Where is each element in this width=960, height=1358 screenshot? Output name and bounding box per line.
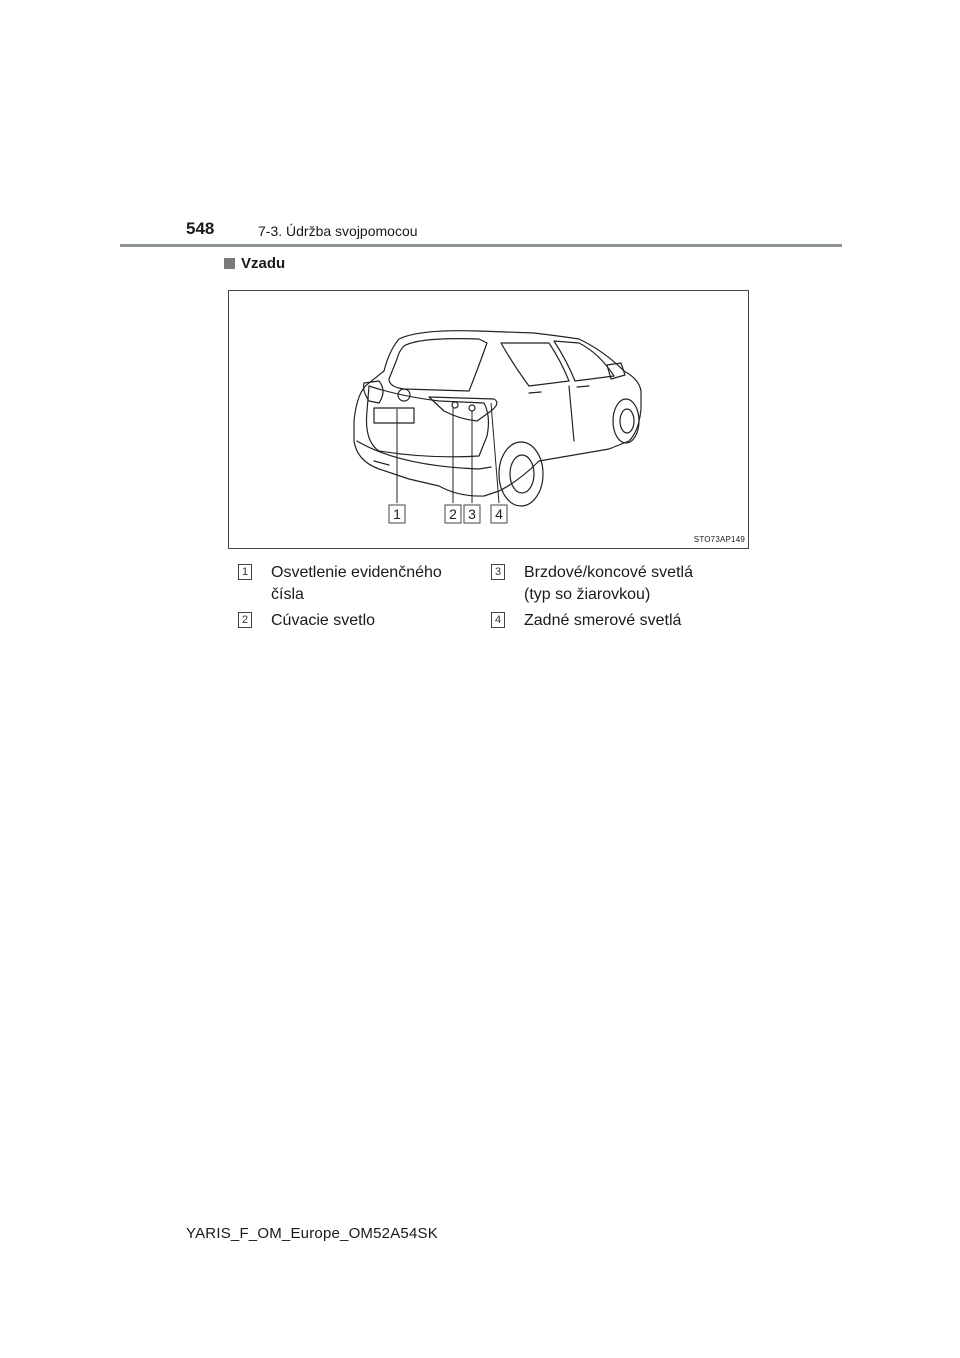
footer-document-id: YARIS_F_OM_Europe_OM52A54SK bbox=[186, 1225, 438, 1242]
callout-1: 1 bbox=[393, 506, 401, 522]
tailgate bbox=[367, 386, 489, 457]
legend-number: 3 bbox=[491, 564, 505, 580]
header-rule bbox=[120, 244, 842, 247]
license-plate-area bbox=[374, 408, 414, 423]
side-window-front bbox=[554, 341, 614, 381]
callout-2: 2 bbox=[449, 506, 457, 522]
mirror bbox=[607, 363, 625, 379]
rear-window bbox=[389, 339, 487, 391]
subheading-text: Vzadu bbox=[241, 255, 286, 272]
car-rear-figure bbox=[228, 290, 749, 549]
callout-4: 4 bbox=[495, 506, 503, 522]
legend-text: Zadné smerové svetlá bbox=[524, 612, 682, 629]
page-number: 548 bbox=[186, 219, 215, 238]
lamp-bulb-2 bbox=[452, 402, 458, 408]
square-bullet-icon bbox=[224, 258, 235, 269]
subheading bbox=[224, 255, 285, 272]
figure-code: STO73AP149 bbox=[693, 535, 745, 544]
callout-3: 3 bbox=[468, 506, 476, 522]
leader-line-4 bbox=[491, 403, 499, 503]
front-wheel bbox=[613, 399, 639, 443]
legend-number: 1 bbox=[238, 564, 252, 580]
lamp-bulb-3 bbox=[469, 405, 475, 411]
rear-wheel bbox=[499, 442, 543, 506]
legend-text: Osvetlenie evidenčného čísla bbox=[271, 564, 442, 603]
section-title: 7-3. Údržba svojpomocou bbox=[258, 223, 418, 239]
legend-number: 2 bbox=[238, 612, 252, 628]
legend-text: Cúvacie svetlo bbox=[271, 612, 376, 629]
car-rear-illustration bbox=[229, 291, 748, 548]
rear-bumper bbox=[357, 441, 491, 469]
legend-number: 4 bbox=[491, 612, 505, 628]
legend-text: Brzdové/koncové svetlá (typ so žiarovkou) bbox=[524, 564, 693, 603]
